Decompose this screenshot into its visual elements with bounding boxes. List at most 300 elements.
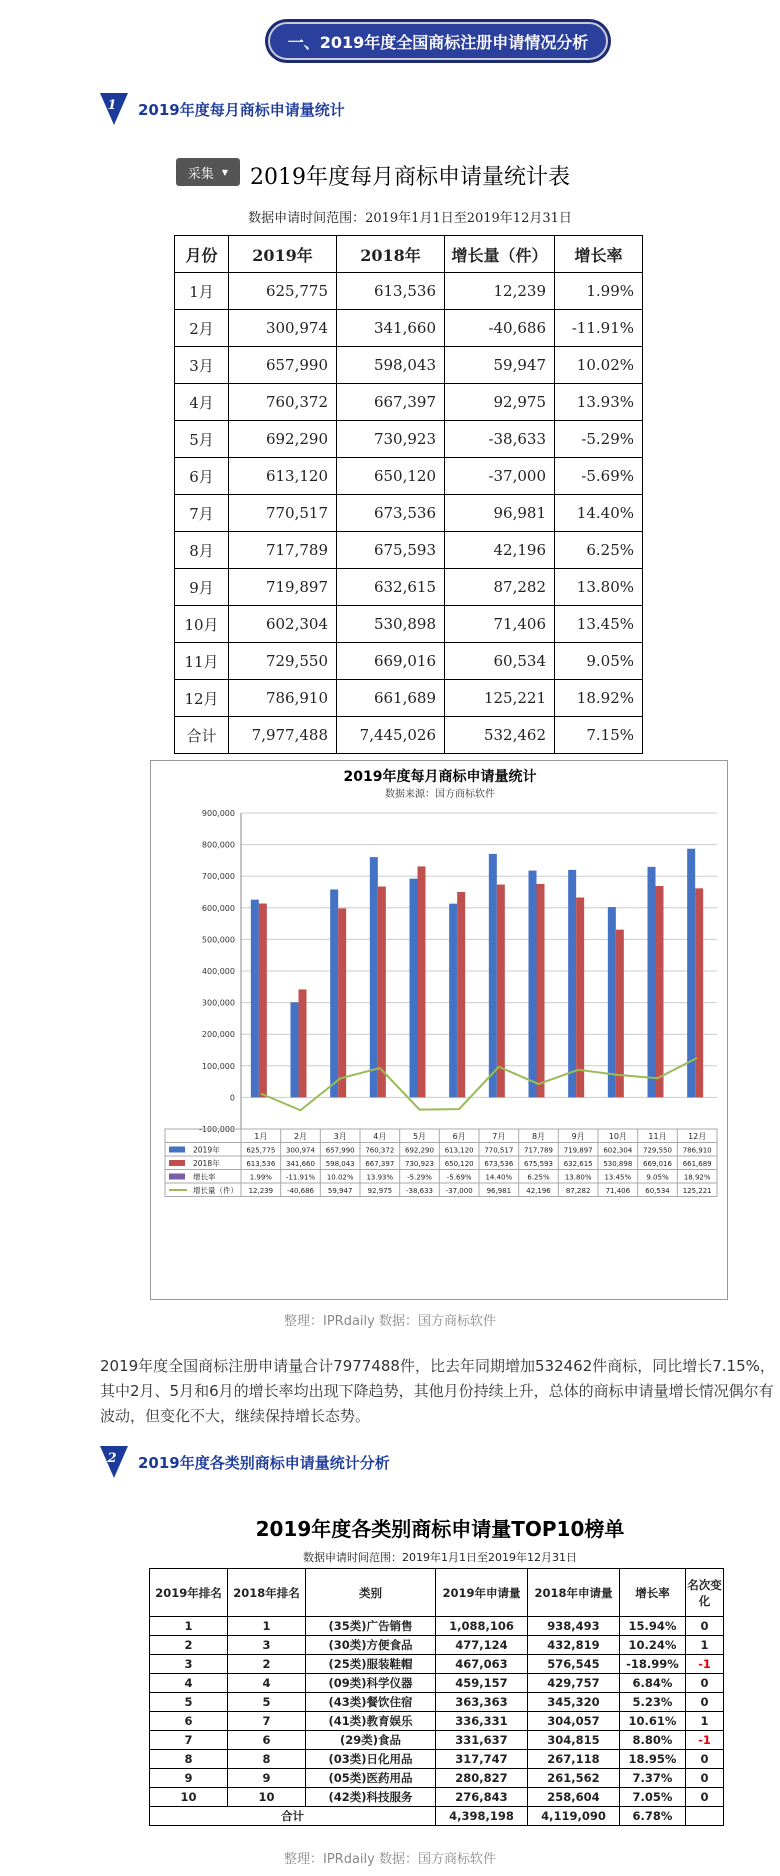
table2-cell: 336,331 bbox=[436, 1712, 528, 1731]
table2-total-cell: 合计 bbox=[150, 1807, 436, 1826]
x-tick-label: 11月 bbox=[648, 1132, 667, 1141]
table2-cell: (43类)餐饮住宿 bbox=[306, 1693, 436, 1712]
table2-cell: 10.24% bbox=[620, 1636, 686, 1655]
data-label: -11.91% bbox=[285, 1173, 316, 1182]
data-label: 598,043 bbox=[325, 1160, 355, 1168]
y-tick-label: 200,000 bbox=[201, 1030, 235, 1040]
table2-cell: 9 bbox=[228, 1769, 306, 1788]
section-number: 1 bbox=[107, 98, 117, 113]
table1-cell: 96,981 bbox=[445, 495, 555, 532]
analysis-paragraph: 2019年度全国商标注册申请量合计7977488件，比去年同期增加532462件商标，同比增长7.15%，其中2月、5月和6月的增长率均出现下降趋势，其他月份持续上升，总体的商标申请量增长情况偶尔有波动，但变化不大，继续保持增长态势。 bbox=[100, 1357, 775, 1425]
table1-cell: 3月 bbox=[175, 347, 229, 384]
data-label: 673,536 bbox=[484, 1160, 514, 1168]
bar-2018 bbox=[537, 884, 545, 1097]
table2-cell: 304,815 bbox=[528, 1731, 620, 1750]
data-label: 60,534 bbox=[645, 1187, 670, 1195]
table1-subtitle: 数据申请时间范围：2019年1月1日至2019年12月31日 bbox=[248, 211, 572, 226]
table2-row bbox=[150, 1731, 724, 1750]
data-label: 632,615 bbox=[563, 1160, 593, 1168]
table2-cell: (05类)医药用品 bbox=[306, 1769, 436, 1788]
table1-cell: 1.99% bbox=[555, 273, 643, 310]
bar-2019 bbox=[370, 857, 378, 1097]
table1-header-cell: 增长量（件） bbox=[445, 236, 555, 273]
table2-cell: 0 bbox=[686, 1674, 724, 1693]
data-label: 59,947 bbox=[327, 1187, 353, 1195]
table1-cell: 11月 bbox=[175, 643, 229, 680]
table1-cell: 13.93% bbox=[555, 384, 643, 421]
section-number: 2 bbox=[107, 1451, 117, 1466]
table2-cell: 459,157 bbox=[436, 1674, 528, 1693]
category-table bbox=[149, 1568, 724, 1826]
section-number-badge-icon bbox=[100, 1446, 128, 1478]
table2-cell: 5 bbox=[150, 1693, 228, 1712]
data-label: 729,550 bbox=[643, 1146, 672, 1155]
data-label: 12,239 bbox=[248, 1187, 274, 1195]
table1-cell: 673,536 bbox=[337, 495, 445, 532]
table1-cell: 532,462 bbox=[445, 717, 555, 754]
table1-cell: 10.02% bbox=[555, 347, 643, 384]
table2-cell: 10 bbox=[228, 1788, 306, 1807]
table2-cell: 6.84% bbox=[620, 1674, 686, 1693]
table1-cell: 717,789 bbox=[229, 532, 337, 569]
table1-cell: -40,686 bbox=[445, 310, 555, 347]
table1-cell: 657,990 bbox=[229, 347, 337, 384]
chart-svg bbox=[151, 761, 729, 1301]
data-label: -5.69% bbox=[446, 1173, 472, 1182]
table2-row bbox=[150, 1712, 724, 1731]
table2-cell: 8 bbox=[228, 1750, 306, 1769]
table1-cell: 7.15% bbox=[555, 717, 643, 754]
chart-title: 2019年度每月商标申请量统计 bbox=[343, 769, 537, 785]
table1-cell: -37,000 bbox=[445, 458, 555, 495]
table1-header-cell: 增长率 bbox=[555, 236, 643, 273]
table2-row bbox=[150, 1693, 724, 1712]
table1-cell: -38,633 bbox=[445, 421, 555, 458]
data-label: 692,290 bbox=[405, 1146, 434, 1155]
table1-cell: 669,016 bbox=[337, 643, 445, 680]
table2-cell: 10.61% bbox=[620, 1712, 686, 1731]
table1-cell: 13.45% bbox=[555, 606, 643, 643]
section-2-header bbox=[100, 1446, 390, 1478]
table2-cell: 6 bbox=[150, 1712, 228, 1731]
table1-cell: 661,689 bbox=[337, 680, 445, 717]
table1-cell: 14.40% bbox=[555, 495, 643, 532]
bar-2018 bbox=[378, 887, 386, 1098]
x-tick-label: 5月 bbox=[412, 1132, 427, 1141]
data-label: 786,910 bbox=[682, 1146, 712, 1155]
table1-cell: 7,977,488 bbox=[229, 717, 337, 754]
table1-cell: 8月 bbox=[175, 532, 229, 569]
chart-subtitle: 数据来源：国方商标软件 bbox=[385, 789, 495, 800]
table1-cell: 6月 bbox=[175, 458, 229, 495]
table2-cell: 7.05% bbox=[620, 1788, 686, 1807]
y-tick-label: 800,000 bbox=[201, 840, 235, 850]
y-tick-label: 400,000 bbox=[201, 967, 235, 976]
table2-cell: 576,545 bbox=[528, 1655, 620, 1674]
table1-cell: -5.29% bbox=[555, 421, 643, 458]
bar-2019 bbox=[330, 889, 338, 1097]
data-label: -37,000 bbox=[445, 1187, 473, 1195]
section-banner: 一、2019年度全国商标注册申请情况分析 bbox=[268, 22, 608, 60]
section-title: 2019年度各类别商标申请量统计分析 bbox=[138, 1453, 390, 1472]
y-tick-label: 700,000 bbox=[201, 872, 235, 882]
table1-cell: 729,550 bbox=[229, 643, 337, 680]
table2-header-cell: 2019年申请量 bbox=[436, 1569, 528, 1617]
table2-row bbox=[150, 1750, 724, 1769]
table1-cell: 675,593 bbox=[337, 532, 445, 569]
table1-cell: 786,910 bbox=[229, 680, 337, 717]
table2-cell: (09类)科学仪器 bbox=[306, 1674, 436, 1693]
caption-source-1: 整理：IPRdaily 数据：国方商标软件 bbox=[284, 1314, 496, 1329]
data-label: -40,686 bbox=[286, 1187, 315, 1195]
table2-cell: 477,124 bbox=[436, 1636, 528, 1655]
table2-cell: (35类)广告销售 bbox=[306, 1617, 436, 1636]
table1-cell: 60,534 bbox=[445, 643, 555, 680]
data-label: 92,975 bbox=[367, 1187, 393, 1195]
table2-cell: 432,819 bbox=[528, 1636, 620, 1655]
bar-2018 bbox=[299, 989, 307, 1097]
y-tick-label: 0 bbox=[229, 1093, 235, 1103]
x-tick-label: 2月 bbox=[293, 1132, 308, 1141]
bar-2018 bbox=[259, 904, 267, 1098]
table2-cell: 304,057 bbox=[528, 1712, 620, 1731]
bar-2018 bbox=[338, 908, 346, 1097]
table1-cell: 9月 bbox=[175, 569, 229, 606]
table2-cell: 5.23% bbox=[620, 1693, 686, 1712]
x-tick-label: 6月 bbox=[452, 1132, 466, 1141]
bar-2019 bbox=[608, 907, 616, 1097]
table2-cell: 0 bbox=[686, 1693, 724, 1712]
table1-cell: 12,239 bbox=[445, 273, 555, 310]
data-label: 96,981 bbox=[486, 1187, 512, 1195]
table2-cell: (25类)服装鞋帽 bbox=[306, 1655, 436, 1674]
data-label: -5.29% bbox=[407, 1173, 432, 1182]
table2-cell: 267,118 bbox=[528, 1750, 620, 1769]
table2-cell: 0 bbox=[686, 1750, 724, 1769]
table2-cell: 5 bbox=[228, 1693, 306, 1712]
data-label: 9.05% bbox=[646, 1173, 669, 1182]
table1-row bbox=[175, 458, 643, 495]
bar-2019 bbox=[529, 871, 537, 1098]
table2-cell: 4 bbox=[228, 1674, 306, 1693]
table2-cell: -1 bbox=[686, 1731, 724, 1750]
table2-cell: 8 bbox=[150, 1750, 228, 1769]
legend-label: 增长率 bbox=[193, 1172, 216, 1182]
table1-cell: 92,975 bbox=[445, 384, 555, 421]
data-label: 719,897 bbox=[563, 1146, 593, 1155]
table2-cell: 280,827 bbox=[436, 1769, 528, 1788]
table1-cell: 71,406 bbox=[445, 606, 555, 643]
data-label: 10.02% bbox=[326, 1173, 354, 1182]
table1-cell: 613,536 bbox=[337, 273, 445, 310]
table1-row bbox=[175, 569, 643, 606]
table2-cell: 6 bbox=[228, 1731, 306, 1750]
bar-2019 bbox=[489, 854, 497, 1097]
table1-cell: 692,290 bbox=[229, 421, 337, 458]
table1-cell: 9.05% bbox=[555, 643, 643, 680]
bar-2018 bbox=[457, 892, 465, 1097]
table2-cell: 345,320 bbox=[528, 1693, 620, 1712]
table1-cell: 719,897 bbox=[229, 569, 337, 606]
table2-header-cell: 2019年排名 bbox=[150, 1569, 228, 1617]
table2-cell: (03类)日化用品 bbox=[306, 1750, 436, 1769]
table1-row bbox=[175, 421, 643, 458]
table2-row bbox=[150, 1674, 724, 1693]
table2-cell: 261,562 bbox=[528, 1769, 620, 1788]
table2-header-cell: 名次变化 bbox=[686, 1569, 724, 1617]
bar-2018 bbox=[695, 888, 703, 1097]
legend-label: 增长量（件） bbox=[193, 1186, 238, 1195]
x-tick-label: 1月 bbox=[254, 1132, 268, 1141]
table1-row bbox=[175, 273, 643, 310]
table2-row bbox=[150, 1617, 724, 1636]
table2-cell: 317,747 bbox=[436, 1750, 528, 1769]
table1-cell: 18.92% bbox=[555, 680, 643, 717]
table2-cell: -1 bbox=[686, 1655, 724, 1674]
table2-title: 2019年度各类别商标申请量TOP10榜单 bbox=[255, 1517, 625, 1541]
table2-cell: 1 bbox=[228, 1617, 306, 1636]
data-label: 530,898 bbox=[603, 1160, 633, 1168]
table1-cell: 42,196 bbox=[445, 532, 555, 569]
table1-cell: 650,120 bbox=[337, 458, 445, 495]
data-label: 625,775 bbox=[246, 1146, 276, 1155]
table2-cell: 1,088,106 bbox=[436, 1617, 528, 1636]
table1-cell: 341,660 bbox=[337, 310, 445, 347]
table1-cell: 602,304 bbox=[229, 606, 337, 643]
table1-row bbox=[175, 532, 643, 569]
caption-source-2: 整理：IPRdaily 数据：国方商标软件 bbox=[284, 1852, 496, 1867]
x-tick-label: 10月 bbox=[608, 1132, 627, 1141]
table2-cell: 1 bbox=[686, 1712, 724, 1731]
legend-label: 2018年 bbox=[193, 1159, 220, 1168]
table2-row bbox=[150, 1788, 724, 1807]
table1-row bbox=[175, 384, 643, 421]
table2-cell: 258,604 bbox=[528, 1788, 620, 1807]
table1-cell: 760,372 bbox=[229, 384, 337, 421]
data-label: 675,593 bbox=[524, 1160, 553, 1168]
table2-cell: 10 bbox=[150, 1788, 228, 1807]
table1-cell: 2月 bbox=[175, 310, 229, 347]
table2-total-cell: 4,119,090 bbox=[528, 1807, 620, 1826]
table1-cell: 7,445,026 bbox=[337, 717, 445, 754]
table2-header-cell: 增长率 bbox=[620, 1569, 686, 1617]
table1-cell: 632,615 bbox=[337, 569, 445, 606]
data-label: 42,196 bbox=[526, 1187, 551, 1195]
bar-2019 bbox=[449, 904, 457, 1098]
data-label: -38,633 bbox=[405, 1187, 434, 1195]
x-tick-label: 7月 bbox=[492, 1132, 506, 1141]
table2-cell: (29类)食品 bbox=[306, 1731, 436, 1750]
table1-cell: 5月 bbox=[175, 421, 229, 458]
table2-cell: 938,493 bbox=[528, 1617, 620, 1636]
bar-2018 bbox=[497, 885, 505, 1098]
table2-total-cell: 6.78% bbox=[620, 1807, 686, 1826]
table1-cell: -5.69% bbox=[555, 458, 643, 495]
bar-2019 bbox=[291, 1002, 299, 1097]
table1-cell: 59,947 bbox=[445, 347, 555, 384]
x-tick-label: 4月 bbox=[373, 1132, 387, 1141]
capture-label: 采集 bbox=[187, 166, 214, 182]
bar-2019 bbox=[648, 867, 656, 1098]
bar-2018 bbox=[656, 886, 664, 1097]
legend-label: 2019年 bbox=[193, 1145, 220, 1155]
section-title: 2019年度每月商标申请量统计 bbox=[138, 100, 345, 119]
chevron-down-icon: ▼ bbox=[221, 167, 229, 177]
data-label: 613,536 bbox=[246, 1160, 276, 1168]
data-label: 87,282 bbox=[565, 1187, 591, 1195]
data-label: 13.93% bbox=[366, 1173, 394, 1182]
y-tick-label: 500,000 bbox=[201, 935, 235, 945]
data-label: 125,221 bbox=[682, 1187, 712, 1195]
bar-2019 bbox=[251, 900, 259, 1098]
data-label: 71,406 bbox=[605, 1187, 631, 1195]
data-label: 18.92% bbox=[683, 1173, 711, 1182]
table2-cell: 429,757 bbox=[528, 1674, 620, 1693]
table2-cell: 7 bbox=[228, 1712, 306, 1731]
x-tick-label: 12月 bbox=[688, 1132, 707, 1141]
data-label: 770,517 bbox=[484, 1146, 514, 1155]
table2-cell: (42类)科技服务 bbox=[306, 1788, 436, 1807]
data-label: 669,016 bbox=[643, 1160, 672, 1168]
table2-cell: 331,637 bbox=[436, 1731, 528, 1750]
data-label: 650,120 bbox=[444, 1160, 474, 1168]
table2-cell: 1 bbox=[686, 1636, 724, 1655]
data-label: 1.99% bbox=[249, 1173, 272, 1182]
bar-2019 bbox=[568, 870, 576, 1097]
data-label: 6.25% bbox=[527, 1173, 550, 1182]
data-label: 300,974 bbox=[286, 1146, 315, 1155]
table1-row bbox=[175, 717, 643, 754]
data-label: 602,304 bbox=[603, 1146, 633, 1155]
table1-cell: 1月 bbox=[175, 273, 229, 310]
table1-cell: 12月 bbox=[175, 680, 229, 717]
table1-cell: 6.25% bbox=[555, 532, 643, 569]
monthly-chart bbox=[150, 760, 728, 1300]
data-label: 13.45% bbox=[604, 1173, 632, 1182]
table2-row bbox=[150, 1636, 724, 1655]
table1-cell: 125,221 bbox=[445, 680, 555, 717]
data-label: 613,120 bbox=[444, 1146, 474, 1155]
legend-swatch bbox=[169, 1147, 185, 1153]
data-label: 661,689 bbox=[682, 1160, 712, 1168]
table2-cell: 3 bbox=[228, 1636, 306, 1655]
table2-cell: 276,843 bbox=[436, 1788, 528, 1807]
table1-cell: -11.91% bbox=[555, 310, 643, 347]
monthly-table bbox=[174, 235, 643, 754]
table1-cell: 530,898 bbox=[337, 606, 445, 643]
data-label: 13.80% bbox=[564, 1173, 592, 1182]
data-label: 14.40% bbox=[485, 1173, 513, 1182]
data-label: 760,372 bbox=[365, 1146, 395, 1155]
y-tick-label: 100,000 bbox=[201, 1061, 235, 1071]
table2-cell: 363,363 bbox=[436, 1693, 528, 1712]
bar-2018 bbox=[616, 930, 624, 1098]
table2-cell: (30类)方便食品 bbox=[306, 1636, 436, 1655]
table2-cell: 7.37% bbox=[620, 1769, 686, 1788]
y-tick-label: 900,000 bbox=[201, 809, 235, 818]
table2-total-cell: 4,398,198 bbox=[436, 1807, 528, 1826]
table1-header-cell: 月份 bbox=[175, 236, 229, 273]
table1-cell: 7月 bbox=[175, 495, 229, 532]
table1-row bbox=[175, 495, 643, 532]
table2-row bbox=[150, 1655, 724, 1674]
table2-subtitle: 数据申请时间范围：2019年1月1日至2019年12月31日 bbox=[303, 1551, 577, 1564]
table1-cell: 598,043 bbox=[337, 347, 445, 384]
table2-cell: 1 bbox=[150, 1617, 228, 1636]
section-1-header bbox=[100, 93, 345, 125]
table1-row bbox=[175, 347, 643, 384]
table2-cell: 467,063 bbox=[436, 1655, 528, 1674]
table2-header-cell: 类别 bbox=[306, 1569, 436, 1617]
table2-row bbox=[150, 1769, 724, 1788]
x-tick-label: 9月 bbox=[571, 1132, 585, 1141]
data-label: 341,660 bbox=[286, 1160, 315, 1168]
table2-cell: 8.80% bbox=[620, 1731, 686, 1750]
table2-cell: -18.99% bbox=[620, 1655, 686, 1674]
table2-cell: 15.94% bbox=[620, 1617, 686, 1636]
table1-cell: 10月 bbox=[175, 606, 229, 643]
table2-total-cell bbox=[686, 1807, 724, 1826]
section-number-badge-icon bbox=[100, 93, 128, 125]
table2-cell: 7 bbox=[150, 1731, 228, 1750]
y-tick-label: -100,000 bbox=[199, 1125, 235, 1134]
table1-cell: 625,775 bbox=[229, 273, 337, 310]
table1-cell: 770,517 bbox=[229, 495, 337, 532]
legend-swatch bbox=[169, 1174, 185, 1180]
data-label: 667,397 bbox=[365, 1160, 395, 1168]
table2-total-row bbox=[150, 1807, 724, 1826]
table2-cell: 2 bbox=[228, 1655, 306, 1674]
legend-swatch bbox=[169, 1160, 185, 1166]
table2-cell: 18.95% bbox=[620, 1750, 686, 1769]
bar-2018 bbox=[576, 897, 584, 1097]
table2-cell: 0 bbox=[686, 1617, 724, 1636]
table2-cell: (41类)教育娱乐 bbox=[306, 1712, 436, 1731]
table1-cell: 730,923 bbox=[337, 421, 445, 458]
table1-row bbox=[175, 680, 643, 717]
table2-cell: 0 bbox=[686, 1788, 724, 1807]
table2-cell: 9 bbox=[150, 1769, 228, 1788]
table2-cell: 0 bbox=[686, 1769, 724, 1788]
x-tick-label: 8月 bbox=[531, 1132, 546, 1141]
table2-header-cell: 2018年排名 bbox=[228, 1569, 306, 1617]
table2-header-cell: 2018年申请量 bbox=[528, 1569, 620, 1617]
data-label: 657,990 bbox=[325, 1146, 355, 1155]
table1-header-cell: 2018年 bbox=[337, 236, 445, 273]
bar-2019 bbox=[410, 879, 418, 1098]
bar-2018 bbox=[418, 866, 426, 1097]
table1-row bbox=[175, 310, 643, 347]
table1-cell: 300,974 bbox=[229, 310, 337, 347]
table1-cell: 613,120 bbox=[229, 458, 337, 495]
table1-row bbox=[175, 606, 643, 643]
x-tick-label: 3月 bbox=[333, 1132, 347, 1141]
table1-title: 2019年度每月商标申请量统计表 bbox=[250, 165, 570, 190]
y-tick-label: 600,000 bbox=[201, 903, 235, 913]
table1-cell: 13.80% bbox=[555, 569, 643, 606]
data-label: 717,789 bbox=[524, 1146, 553, 1155]
data-label: 730,923 bbox=[405, 1160, 434, 1168]
table1-cell: 合计 bbox=[175, 717, 229, 754]
table1-cell: 4月 bbox=[175, 384, 229, 421]
table1-cell: 87,282 bbox=[445, 569, 555, 606]
table1-cell: 667,397 bbox=[337, 384, 445, 421]
table2-cell: 2 bbox=[150, 1636, 228, 1655]
y-tick-label: 300,000 bbox=[201, 998, 235, 1008]
table1-header-cell: 2019年 bbox=[229, 236, 337, 273]
table2-cell: 3 bbox=[150, 1655, 228, 1674]
table2-cell: 4 bbox=[150, 1674, 228, 1693]
